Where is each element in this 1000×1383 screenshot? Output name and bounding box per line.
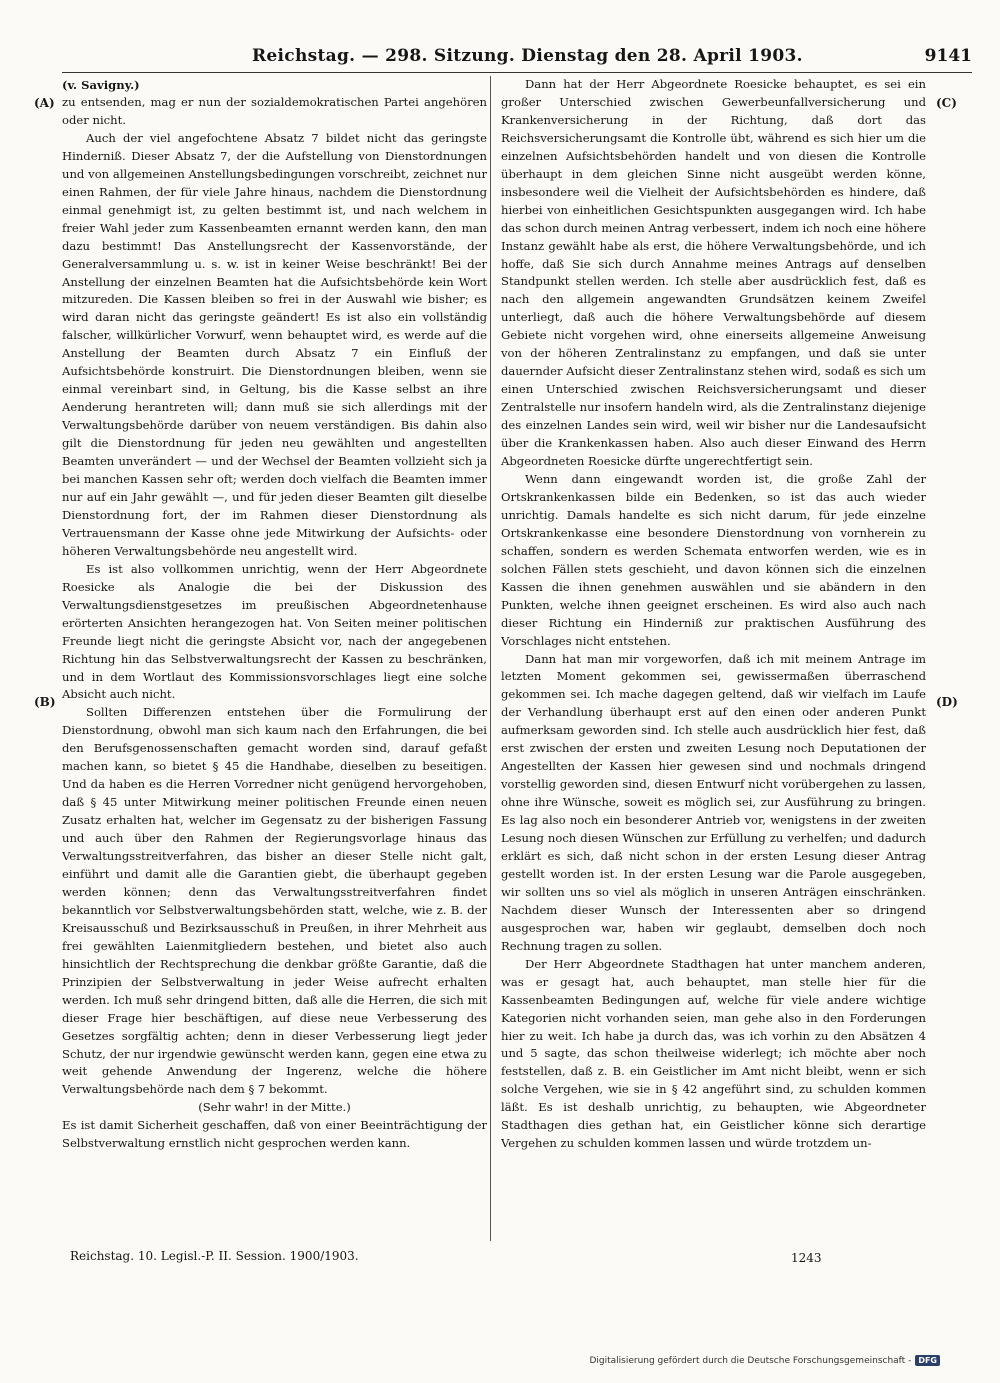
paragraph: Der Herr Abgeordnete Stadthagen hat unter manchem anderen, was er gesagt hat, auch behauptet, man stelle hier für die Kassenbeamten Bedingungen auf, welche für viele andere wichtige Kategorien nicht vorhanden seien, man gehe also in den Forderungen hier zu weit. Ich habe ja durch das, was ich vorhin zu den Absätzen 4 und 5 sagte, das schon theilweise widerlegt; ich möchte aber noch feststellen, daß z. B. ein Geistlicher im Amt nicht bleibt, wenn er sich solche Vergehen, wie sie in § 42 angeführt sind, zu schulden kommen läßt. Es ist deshalb unrichtig, zu behaupten, wie Abgeordneter Stadthagen dies gethan hat, ein Geistlicher könne sich derartige Vergehen zu schulden kommen lassen und würde trotzdem un- (501, 956, 926, 1151)
header-rule (62, 72, 972, 73)
digitization-credit (589, 1355, 940, 1366)
column-divider (490, 76, 491, 1241)
margin-marker-a: (A) (34, 96, 55, 110)
interjection: (Sehr wahr! in der Mitte.) (198, 1100, 351, 1115)
page-header (62, 46, 972, 72)
page-title: Reichstag. — 298. Sitzung. Dienstag den 28. April 1903. (252, 46, 803, 66)
paragraph: Dann hat man mir vorgeworfen, daß ich mit meinem Antrage im letzten Moment gekommen sei, gewissermaßen überraschend gekommen sei. Ich mache dagegen geltend, daß wir vielfach im Laufe der Verhandlung überhaupt erst auf den einen oder anderen Punkt aufmerksam geworden sind. Ich stelle auch ausdrücklich hier fest, daß erst zwischen der ersten und zweiten Lesung noch Deputationen der Angestellten der Kassen hier gewesen sind und nochmals dringend vorstellig geworden sind, diesen Entwurf nicht vorübergehen zu lassen, ohne ihre Wünsche, soweit es möglich sei, zur Ausführung zu bringen. Es lag also noch ein besonderer Antrieb vor, wenigstens in der zweiten Lesung noch diesen Wünschen zur Erfüllung zu verhelfen; und dadurch erklärt es sich, daß nicht schon in der ersten Lesung dieser Antrag gestellt worden ist. In der ersten Lesung war die Parole ausgegeben, wir sollten uns so viel als möglich in unseren Anträgen einschränken. Nachdem dieser Wunsch der Interessenten aber so dringend ausgesprochen war, haben wir geglaubt, demselben doch noch Rechnung tragen zu sollen. (501, 651, 926, 953)
paragraph: zu entsenden, mag er nun der sozialdemokratischen Partei angehören oder nicht. (62, 95, 487, 127)
paragraph: Wenn dann eingewandt worden ist, die große Zahl der Ortskrankenkassen bilde ein Bedenken, so ist das auch wieder unrichtig. Damals handelte es sich nicht darum, für jede einzelne Ortskrankenkasse eine besondere Dienstordnung von vornherein zu schaffen, sondern es werden Schemata entworfen werden, wie es in solchen Fällen stets geschieht, und davon können sich die einzelnen Kassen die ihnen genehmen auswählen und sie abändern in den Punkten, welche ihnen geeignet erscheinen. Es wird also auch nach dieser Richtung ein Hinderniß zur praktischen Ausführung des Vorschlages nicht entstehen. (501, 471, 926, 648)
margin-marker-c: (C) (936, 96, 957, 110)
footer-signature: 1243 (791, 1251, 822, 1265)
right-column (501, 76, 926, 1246)
speaker-name: (v. Savigny.) (62, 78, 140, 92)
credit-text: Digitalisierung gefördert durch die Deutsche Forschungsgemeinschaft - (589, 1355, 912, 1366)
margin-marker-b: (B) (34, 695, 56, 709)
footer-session-info: Reichstag. 10. Legisl.-P. II. Session. 1900/1903. (70, 1249, 359, 1263)
paragraph: Dann hat der Herr Abgeordnete Roesicke behauptet, es sei ein großer Unterschied zwischen Gewerbeunfallversicherung und Krankenversicherung in der Richtung, daß dort das Reichsversicherungsamt die Kontrolle übt, während es sich hier um die einzelnen Aufsichtsbehörden handelt und von diesen die Kontrolle überhaupt in dem gleichen Sinne nicht ausgeübt werden könne, insbesondere weil die Vielheit der Aufsichtsbehörden es hindere, daß hierbei von einheitlichen Gesichtspunkten ausgegangen wird. Ich habe das schon durch meinen Antrag verbessert, indem ich noch eine höhere Instanz gewählt habe als erst, die höhere Verwaltungsbehörde, und ich hoffe, daß Sie sich durch Annahme meines Antrags auf denselben Standpunkt stellen werden. Ich stelle aber ausdrücklich fest, daß es nach den allgemein angewandten Grundsätzen keinem Zweifel unterliegt, daß auch die höhere Verwaltungsbehörde auf diesem Gebiete nicht vorgehen wird, ohne einerseits allgemeine Anweisung von der höheren Zentralinstanz zu empfangen, und daß sie unter dauernder Aufsicht dieser Zentralinstanz stehen wird, sodaß es sich um einen Unterschied zwischen Reichsversicherungsamt und dieser Zentralstelle nur insofern handeln wird, als die Zentralinstanz diejenige des einzelnen Landes sein wird, weil wir bisher nur die Landesaufsicht über die Krankenkassen haben. Also auch dieser Einwand des Herrn Abgeordneten Roesicke dürfte ungerechtfertigt sein. (501, 77, 926, 469)
dfg-logo-icon: DFG (915, 1355, 940, 1366)
paragraph: Es ist also vollkommen unrichtig, wenn der Herr Abgeordnete Roesicke als Analogie die bei der Diskussion des Verwaltungsdienstgesetzes im preußischen Abgeordnetenhause erörterten Ansichten herangezogen hat. Von Seiten meiner politischen Freunde liegt nicht die geringste Absicht vor, nach der angegebenen Richtung hin das Selbstverwaltungsrecht der Kassen zu beschränken, und in dem Wortlaut des Kommissionsvorschlages liegt eine solche Absicht auch nicht. (62, 561, 487, 702)
paragraph: Sollten Differenzen entstehen über die Formulirung der Dienstordnung, obwohl man sich kaum nach den Erfahrungen, die bei den Berufsgenossenschaften gemacht worden sind, darauf gefaßt machen kann, so bietet § 45 die Handhabe, dieselben zu beseitigen. Und da haben es die Herren Vorredner nicht genügend hervorgehoben, daß § 45 unter Mitwirkung meiner politischen Freunde einen neuen Zusatz erhalten hat, welcher im Gegensatz zu der bisherigen Fassung und auch über den Rahmen der Regierungsvorlage hinaus das Verwaltungsstreitverfahren, das bisher an dieser Stelle nicht galt, einführt und damit alle die Garantien giebt, die überhaupt gegeben werden können; denn das Verwaltungsstreitverfahren findet bekanntlich vor Selbstverwaltungsbehörden statt, welche, wie z. B. der Kreisausschuß und Bezirksausschuß in Preußen, in ihrer Mehrheit aus frei gewählten Laienmitgliedern bestehen, und bietet also auch hinsichtlich der Rechtsprechung die denkbar größte Garantie, daß die Prinzipien der Selbstverwaltung in jeder Weise aufrecht erhalten werden. Ich muß sehr dringend bitten, daß alle die Herren, die sich mit dieser Frage hier beschäftigen, auf diese neue Verbesserung des Gesetzes sorgfältig achten; denn in dieser Verbesserung liegt jeder Schutz, der nur irgendwie gewünscht werden kann, gegen eine etwa zu weit gehende Anwendung der Ingerenz, welche die höhere Verwaltungsbehörde nach dem § 7 bekommt. (62, 705, 487, 1097)
page-number: 9141 (924, 46, 972, 66)
paragraph: Es ist damit Sicherheit geschaffen, daß von einer Beeinträchtigung der Selbstverwaltung ernstlich nicht gesprochen werden kann. (62, 1118, 487, 1151)
left-column (62, 76, 487, 1246)
margin-marker-d: (D) (936, 695, 958, 709)
paragraph: Auch der viel angefochtene Absatz 7 bildet nicht das geringste Hinderniß. Dieser Absatz 7, der die Aufstellung von Dienstordnungen und von allgemeinen Anstellungsbedingungen vorschreibt, zeichnet nur einen Rahmen, der für viele Jahre hinaus, nachdem die Dienstordnung einmal genehmigt ist, zu gelten bestimmt ist, und nach welchem in freier Wahl jeder zum Kassenbeamten ernannt werden kann, den man dazu bestimmt! Das Anstellungsrecht der Kassenvorstände, der Generalversammlung u. s. w. ist in keiner Weise beschränkt! Bei der Anstellung der einzelnen Beamten hat die Aufsichtsbehörde kein Wort mitzureden. Die Kassen bleiben so frei in der Auswahl wie bisher; es wird daran nicht das geringste geändert! Es ist also ein vollständig falscher, willkürlicher Vorwurf, wenn behauptet wird, es werde auf die Anstellung der Beamten durch Absatz 7 ein Einfluß der Aufsichtsbehörde konstruirt. Die Dienstordnungen bleiben, wenn sie einmal vereinbart sind, in Geltung, bis die Kasse selbst an ihre Aenderung herantreten will; dann muß sie sich allerdings mit der Verwaltungsbehörde darüber von neuem verständigen. Bis dahin also gilt die Dienstordnung für jeden neu gewählten und angestellten Beamten unverändert — und der Wechsel der Beamten vollzieht sich ja bei manchen Kassen sehr oft; werden doch vielfach die Beamten immer nur auf ein Jahr gewählt —, und für jeden dieser Beamten gilt dieselbe Dienstordnung fort, der im Rahmen dieser Dienstordnung als Vertrauensmann der Kasse ohne jede Mitwirkung der Aufsichts- oder höheren Verwaltungsbehörde neu angestellt wird. (62, 130, 487, 558)
